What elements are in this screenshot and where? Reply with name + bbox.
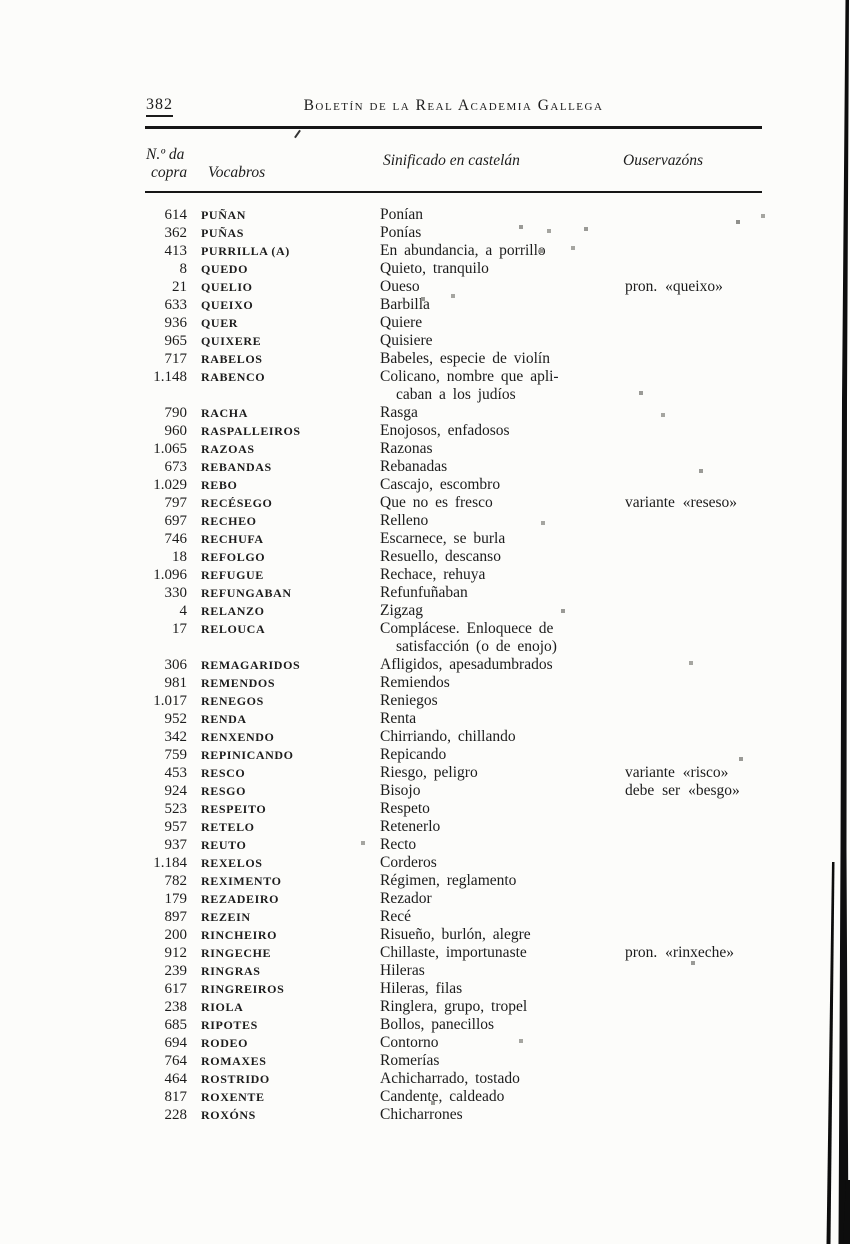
copra-number: 790 [164, 405, 187, 421]
significado-text: Quiere [380, 314, 423, 331]
copra-number: 924 [164, 783, 187, 799]
significado-text: Escarnece, se burla [380, 530, 506, 547]
table-row [130, 1052, 790, 1070]
column-header-vocabros: Vocabros [208, 164, 266, 181]
copra-number: 21 [172, 279, 187, 295]
significado-text: Hileras, filas [380, 980, 463, 997]
table-row [130, 980, 790, 998]
vocab-word: RENXENDO [201, 730, 275, 744]
copra-number: 952 [164, 711, 187, 727]
vocab-word: REXIMENTO [201, 874, 282, 888]
copra-number: 1.065 [153, 441, 187, 457]
table-row-line [130, 476, 790, 494]
copra-number: 746 [164, 531, 187, 547]
significado-text: Oueso [380, 278, 420, 295]
significado-text: Recto [380, 836, 417, 853]
copra-number: 797 [164, 495, 187, 511]
table-row-line [130, 890, 790, 908]
table-row [130, 998, 790, 1016]
vocab-word: REFUGUE [201, 568, 264, 582]
table-row-line [130, 440, 790, 458]
table-row [130, 890, 790, 908]
significado-text: Remiendos [380, 674, 450, 691]
column-header-numero-line1: N.º da [146, 146, 185, 163]
table-row-line [130, 206, 790, 224]
significado-text: Respeto [380, 800, 430, 817]
copra-number: 782 [164, 873, 187, 889]
table-row-line [130, 314, 790, 332]
table-row-line [130, 836, 790, 854]
significado-text: Babeles, especie de violín [380, 350, 550, 367]
significado-text: Renta [380, 710, 417, 727]
copra-number: 8 [179, 261, 187, 277]
significado-text: Rasga [380, 404, 418, 421]
table-row [130, 926, 790, 944]
table-row [130, 944, 790, 962]
copra-number: 1.017 [153, 693, 187, 709]
significado-text: Candente, caldeado [380, 1088, 505, 1105]
copra-number: 238 [164, 999, 187, 1015]
vocab-word: REMENDOS [201, 676, 276, 690]
significado-text: Quisiere [380, 332, 433, 349]
table-row-line [130, 368, 790, 386]
table-row [130, 350, 790, 368]
significado-text: Bollos, panecillos [380, 1016, 495, 1033]
significado-text: Chirriando, chillando [380, 728, 516, 745]
vocab-word: RASPALLEIROS [201, 424, 301, 438]
copra-number: 936 [164, 315, 187, 331]
table-row-line [130, 620, 790, 638]
column-header-ouservazons: Ouservazóns [623, 152, 704, 169]
copra-number: 342 [164, 729, 187, 745]
significado-text: Ringlera, grupo, tropel [380, 998, 528, 1015]
significado-text: Resuello, descanso [380, 548, 501, 565]
vocab-word: RETELO [201, 820, 255, 834]
copra-number: 717 [164, 351, 187, 367]
observacion-text: variante «reseso» [625, 494, 738, 511]
observacion-text: pron. «rinxeche» [625, 944, 735, 961]
vocab-word: RINGREIROS [201, 982, 285, 996]
vocab-word: REFUNGABAN [201, 586, 292, 600]
significado-text: Reniegos [380, 692, 438, 709]
significado-text: Riesgo, peligro [380, 764, 478, 781]
vocab-word: QUIXERE [201, 334, 262, 348]
table-row-line [130, 548, 790, 566]
vocab-word: QUELIO [201, 280, 253, 294]
table-row-line [130, 728, 790, 746]
vocab-word: REZEIN [201, 910, 251, 924]
table-row [130, 1034, 790, 1052]
table-row-line [130, 350, 790, 368]
table-row [130, 818, 790, 836]
vocab-word: RINGRAS [201, 964, 261, 978]
significado-text: Bisojo [380, 782, 421, 799]
copra-number: 937 [164, 837, 187, 853]
vocab-word: RINGECHE [201, 946, 272, 960]
significado-text: Refunfuñaban [380, 584, 468, 601]
copra-number: 912 [164, 945, 187, 961]
significado-text: Zigzag [380, 602, 424, 619]
significado-text: Romerías [380, 1052, 440, 1069]
running-title: Boletín de la Real Academia Gallega [303, 97, 604, 114]
vocab-word: ROXÓNS [201, 1108, 256, 1122]
table-row [130, 1070, 790, 1088]
significado-text: Recé [380, 908, 411, 925]
table-row [130, 854, 790, 872]
table-row [130, 512, 790, 530]
table-row-line [130, 872, 790, 890]
significado-text: Chillaste, importunaste [380, 944, 527, 961]
table-row-line [130, 296, 790, 314]
vocab-word: RABELOS [201, 352, 263, 366]
vocab-word: REMAGARIDOS [201, 658, 301, 672]
table-row-line [130, 944, 790, 962]
vocab-word: RESPEITO [201, 802, 267, 816]
vocab-word: RECÉSEGO [201, 496, 273, 510]
copra-number: 200 [164, 927, 187, 943]
copra-number: 897 [164, 909, 187, 925]
table-row-line [130, 584, 790, 602]
table-row [130, 494, 790, 512]
significado-continuation: satisfacción (o de enojo) [396, 638, 557, 655]
copra-number: 18 [172, 549, 187, 565]
copra-number: 960 [164, 423, 187, 439]
table-row [130, 692, 790, 710]
observacion-text: variante «risco» [625, 764, 729, 781]
table-row-line [130, 674, 790, 692]
significado-text: Quieto, tranquilo [380, 260, 489, 277]
table-row-line [130, 1016, 790, 1034]
column-header-numero-line2: copra [151, 164, 188, 181]
table-row [130, 728, 790, 746]
vocab-word: REXELOS [201, 856, 263, 870]
copra-number: 697 [164, 513, 187, 529]
vocab-word: ROXENTE [201, 1090, 265, 1104]
significado-text: Contorno [380, 1034, 439, 1051]
table-row [130, 1088, 790, 1106]
significado-text: Barbilla [380, 296, 430, 313]
header-rule-top [145, 126, 762, 129]
table-row-line [130, 530, 790, 548]
vocab-word: PURRILLA (A) [201, 244, 290, 258]
significado-text: Repicando [380, 746, 447, 763]
vocab-word: RENEGOS [201, 694, 264, 708]
significado-text: Razonas [380, 440, 433, 457]
table-row [130, 278, 790, 296]
header-rule-bottom [145, 191, 762, 193]
significado-text: Retenerlo [380, 818, 441, 835]
table-row [130, 422, 790, 440]
table-row-line [130, 962, 790, 980]
significado-text: Risueño, burlón, alegre [380, 926, 531, 943]
vocab-word: RABENCO [201, 370, 266, 384]
vocab-word: RENDA [201, 712, 247, 726]
table-row [130, 836, 790, 854]
table-row [130, 710, 790, 728]
vocab-word: RECHEO [201, 514, 257, 528]
significado-text: Colicano, nombre que apli- [380, 368, 559, 385]
table-row-line [130, 422, 790, 440]
significado-text: Ponías [380, 224, 422, 241]
table-row [130, 530, 790, 548]
table-row-continuation-line [130, 638, 790, 656]
vocab-word: RESGO [201, 784, 247, 798]
copra-number: 523 [164, 801, 187, 817]
significado-text: Relleno [380, 512, 429, 529]
table-row-line [130, 980, 790, 998]
copra-number: 981 [164, 675, 187, 691]
copra-number: 413 [164, 243, 187, 259]
table-row [130, 782, 790, 800]
table-row [130, 224, 790, 242]
table-row [130, 584, 790, 602]
table-row-line [130, 764, 790, 782]
table-row-line [130, 710, 790, 728]
table-row-line [130, 494, 790, 512]
copra-number: 362 [164, 225, 187, 241]
significado-text: En abundancia, a porrillo [380, 242, 546, 259]
significado-text: Afligidos, apesadumbrados [380, 656, 553, 673]
significado-text: Rebanadas [380, 458, 448, 475]
vocab-word: REZADEIRO [201, 892, 280, 906]
table-row-line [130, 242, 790, 260]
table-row [130, 296, 790, 314]
copra-number: 759 [164, 747, 187, 763]
significado-text: Que no es fresco [380, 494, 493, 511]
scan-artifact-slash [294, 130, 301, 139]
significado-continuation: caban a los judíos [396, 386, 516, 403]
copra-number: 179 [164, 891, 187, 907]
vocab-word: REFOLGO [201, 550, 266, 564]
vocab-word: RELOUCA [201, 622, 266, 636]
table-row-line [130, 458, 790, 476]
table-row [130, 764, 790, 782]
table-row [130, 872, 790, 890]
table-row [130, 242, 790, 260]
vocab-word: REBANDAS [201, 460, 272, 474]
significado-text: Corderos [380, 854, 437, 871]
table-row [130, 260, 790, 278]
table-row [130, 1106, 790, 1124]
table-row-line [130, 818, 790, 836]
copra-number: 239 [164, 963, 187, 979]
copra-number: 614 [164, 207, 187, 223]
vocab-word: PUÑAS [201, 226, 245, 240]
table-row [130, 476, 790, 494]
vocab-word: RIPOTES [201, 1018, 258, 1032]
table-row-line [130, 800, 790, 818]
table-row-line [130, 1088, 790, 1106]
running-head [145, 96, 762, 118]
table-row-line [130, 602, 790, 620]
vocab-word: RACHA [201, 406, 248, 420]
vocab-word: RESCO [201, 766, 246, 780]
table-row [130, 800, 790, 818]
table-row-line [130, 926, 790, 944]
significado-text: Hileras [380, 962, 425, 979]
table-row-line [130, 332, 790, 350]
vocab-word: RELANZO [201, 604, 265, 618]
vocab-word: QUEDO [201, 262, 249, 276]
table-row [130, 602, 790, 620]
table-row-line [130, 1052, 790, 1070]
copra-number: 673 [164, 459, 187, 475]
copra-number: 685 [164, 1017, 187, 1033]
table-row-line [130, 656, 790, 674]
table-row [130, 962, 790, 980]
vocab-word: RINCHEIRO [201, 928, 278, 942]
table-row-line [130, 566, 790, 584]
table-row-line [130, 512, 790, 530]
significado-text: Régimen, reglamento [380, 872, 517, 889]
table-row-line [130, 224, 790, 242]
table-row [130, 368, 790, 404]
table-body [130, 206, 790, 1124]
copra-number: 694 [164, 1035, 187, 1051]
table-row [130, 1016, 790, 1034]
copra-number: 817 [164, 1089, 187, 1105]
copra-number: 330 [164, 585, 187, 601]
vocab-word: REPINICANDO [201, 748, 294, 762]
significado-text: Enojosos, enfadosos [380, 422, 510, 439]
table-row [130, 332, 790, 350]
significado-text: Rechace, rehuya [380, 566, 486, 583]
copra-number: 957 [164, 819, 187, 835]
copra-number: 464 [164, 1071, 187, 1087]
table-row-line [130, 782, 790, 800]
vocab-word: RAZOAS [201, 442, 255, 456]
table-row-line [130, 1070, 790, 1088]
table-row-line [130, 1106, 790, 1124]
significado-text: Achicharrado, tostado [380, 1070, 520, 1087]
vocab-word: RODEO [201, 1036, 249, 1050]
vocab-word: RIOLA [201, 1000, 244, 1014]
significado-text: Complácese. Enloquece de [380, 620, 554, 637]
table-row [130, 458, 790, 476]
table-row [130, 206, 790, 224]
observacion-text: debe ser «besgo» [625, 782, 740, 799]
vocab-word: ROSTRIDO [201, 1072, 270, 1086]
copra-number: 1.096 [153, 567, 187, 583]
column-header-sinificado: Sinificado en castelán [383, 152, 520, 169]
copra-number: 617 [164, 981, 187, 997]
copra-number: 1.029 [153, 477, 187, 493]
table-row [130, 548, 790, 566]
table-row-line [130, 746, 790, 764]
table-row [130, 908, 790, 926]
copra-number: 306 [164, 657, 187, 673]
copra-number: 453 [164, 765, 187, 781]
observacion-text: pron. «queixo» [625, 278, 723, 295]
vocab-word: ROMAXES [201, 1054, 267, 1068]
table-row [130, 746, 790, 764]
table-row-line [130, 404, 790, 422]
vocab-word: PUÑAN [201, 208, 246, 222]
table-row-line [130, 260, 790, 278]
vocab-word: QUEIXO [201, 298, 254, 312]
vocab-word: REBO [201, 478, 238, 492]
vocab-word: QUER [201, 316, 239, 330]
copra-number: 228 [164, 1107, 187, 1123]
table-row [130, 440, 790, 458]
table-row [130, 656, 790, 674]
copra-number: 1.148 [153, 369, 187, 385]
copra-number: 764 [164, 1053, 187, 1069]
significado-text: Chicharrones [380, 1106, 463, 1123]
table-row-line [130, 998, 790, 1016]
table-row-line [130, 854, 790, 872]
table-row-continuation-line [130, 386, 790, 404]
significado-text: Cascajo, escombro [380, 476, 501, 493]
table-row [130, 674, 790, 692]
vocab-word: RECHUFA [201, 532, 264, 546]
copra-number: 1.184 [153, 855, 187, 871]
table-row-line [130, 1034, 790, 1052]
copra-number: 4 [179, 603, 187, 619]
vocab-word: REUTO [201, 838, 247, 852]
significado-text: Rezador [380, 890, 432, 907]
page-number: 382 [146, 96, 173, 117]
table-row [130, 620, 790, 656]
copra-number: 17 [172, 621, 187, 637]
table-row [130, 404, 790, 422]
significado-text: Ponían [380, 206, 424, 223]
table-row-line [130, 692, 790, 710]
table-row [130, 566, 790, 584]
table-row-line [130, 278, 790, 296]
copra-number: 965 [164, 333, 187, 349]
table-row-line [130, 908, 790, 926]
table-row [130, 314, 790, 332]
scan-noise-speckles [0, 0, 2, 2]
copra-number: 633 [164, 297, 187, 313]
